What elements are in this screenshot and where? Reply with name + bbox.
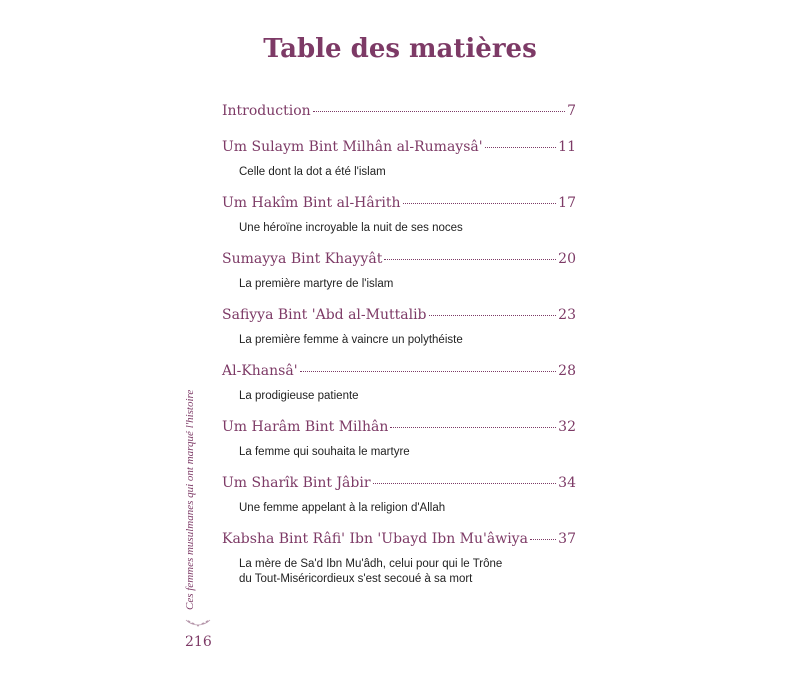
toc-entry-page: 7: [567, 103, 576, 119]
toc-entry-subtitle-line: du Tout-Miséricordieux s'est secoué à sa mort: [239, 573, 473, 585]
leader-dots: [390, 426, 556, 428]
toc-entry-title: Kabsha Bint Râfi' Ibn 'Ubayd Ibn Mu'âwiya: [222, 531, 528, 547]
toc-entry: [222, 363, 576, 419]
leader-dots: [485, 146, 557, 148]
leader-dots: [403, 202, 557, 204]
leader-dots: [530, 538, 556, 540]
toc-entry-subtitle: [239, 557, 576, 587]
leader-dots: [300, 370, 557, 372]
toc-entry-title: Safiyya Bint 'Abd al-Muttalib: [222, 307, 427, 323]
toc-entry-page: 20: [558, 251, 576, 267]
table-of-contents: [222, 103, 576, 587]
toc-entry-page: 34: [558, 475, 576, 491]
toc-entry-title: Um Sulaym Bint Milhân al-Rumaysâ': [222, 139, 483, 155]
toc-entry: [222, 419, 576, 475]
page-title: Table des matières: [263, 34, 537, 64]
toc-entry-subtitle: Une héroïne incroyable la nuit de ses noces: [239, 222, 463, 234]
toc-entry-title: Um Harâm Bint Milhân: [222, 419, 389, 435]
toc-entry: [222, 251, 576, 307]
toc-entry: [222, 103, 576, 139]
toc-entry: [222, 531, 576, 587]
toc-entry-subtitle: La première femme à vaincre un polythéiste: [239, 334, 463, 346]
toc-entry-title: Um Hakîm Bint al-Hârith: [222, 195, 401, 211]
toc-entry-page: 17: [558, 195, 576, 211]
toc-entry-page: 28: [558, 363, 576, 379]
toc-entry-title: Sumayya Bint Khayyât: [222, 251, 383, 267]
toc-entry-subtitle: Une femme appelant à la religion d'Allah: [239, 502, 446, 514]
toc-entry-title: Al-Khansâ': [222, 363, 298, 379]
toc-entry: [222, 139, 576, 195]
toc-entry: [222, 307, 576, 363]
leader-dots: [313, 110, 565, 112]
toc-entry: [222, 195, 576, 251]
laurel-ornament-icon: [183, 616, 213, 628]
running-book-title: Ces femmes musulmanes qui ont marqué l'histoire: [184, 389, 196, 610]
toc-entry-subtitle: La prodigieuse patiente: [239, 390, 359, 402]
leader-dots: [384, 258, 556, 260]
toc-entry-subtitle: Celle dont la dot a été l'islam: [239, 166, 386, 178]
page-number: 216: [185, 634, 212, 650]
toc-entry-title: Um Sharîk Bint Jâbir: [222, 475, 371, 491]
leader-dots: [373, 482, 557, 484]
toc-entry-subtitle: La première martyre de l'islam: [239, 278, 394, 290]
toc-entry: [222, 475, 576, 531]
toc-entry-title: Introduction: [222, 103, 311, 119]
toc-entry-page: 32: [558, 419, 576, 435]
toc-entry-page: 37: [558, 531, 576, 547]
toc-entry-subtitle-line: La mère de Sa'd Ibn Mu'âdh, celui pour qui le Trône: [239, 558, 503, 570]
leader-dots: [429, 314, 557, 316]
toc-entry-subtitle: La femme qui souhaita le martyre: [239, 446, 410, 458]
toc-entry-page: 11: [558, 139, 576, 155]
toc-entry-page: 23: [558, 307, 576, 323]
